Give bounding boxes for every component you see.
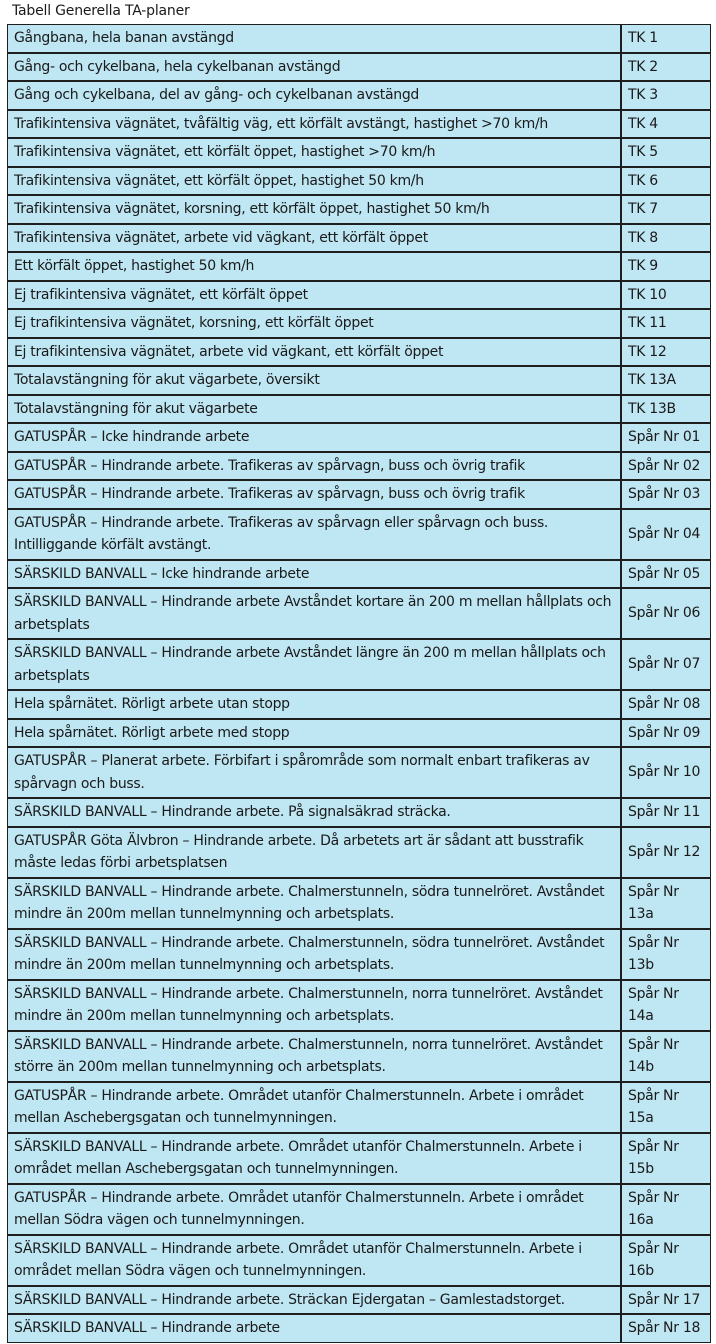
plan-code: Spår Nr 14b	[621, 1031, 711, 1082]
table-row	[7, 167, 711, 196]
table-row	[7, 309, 711, 338]
table-row	[7, 980, 711, 1031]
table-row	[7, 452, 711, 481]
table-row	[7, 588, 711, 639]
plan-description: SÄRSKILD BANVALL – Hindrande arbete. Chalmerstunneln, södra tunnelröret. Avståndet mindre än 200m mellan tunnelmynning och arbetsplats.	[7, 878, 621, 929]
table-row	[7, 827, 711, 878]
plan-code: Spår Nr 13a	[621, 878, 711, 929]
plan-code: TK 1	[621, 24, 711, 53]
plan-code: Spår Nr 16a	[621, 1184, 711, 1235]
plan-code: Spår Nr 02	[621, 452, 711, 481]
plan-description: GATUSPÅR – Hindrande arbete. Trafikeras av spårvagn, buss och övrig trafik	[7, 452, 621, 481]
table-row	[7, 1235, 711, 1286]
table-row	[7, 798, 711, 827]
plan-description: Trafikintensiva vägnätet, tvåfältig väg, ett körfält avstängt, hastighet >70 km/h	[7, 110, 621, 139]
plan-code: TK 7	[621, 195, 711, 224]
plan-description: SÄRSKILD BANVALL – Hindrande arbete	[7, 1314, 621, 1343]
plan-code: Spår Nr 06	[621, 588, 711, 639]
plan-code: TK 10	[621, 281, 711, 310]
table-row	[7, 509, 711, 560]
plan-code: Spår Nr 03	[621, 480, 711, 509]
ta-plans-table	[6, 23, 712, 1344]
table-row	[7, 878, 711, 929]
plan-code: Spår Nr 12	[621, 827, 711, 878]
plan-description: GATUSPÅR – Planerat arbete. Förbifart i spårområde som normalt enbart trafikeras av spårvagn och buss.	[7, 747, 621, 798]
table-body	[7, 24, 711, 1343]
plan-description: SÄRSKILD BANVALL – Hindrande arbete. På signalsäkrad sträcka.	[7, 798, 621, 827]
plan-code: TK 5	[621, 138, 711, 167]
plan-code: TK 11	[621, 309, 711, 338]
plan-description: SÄRSKILD BANVALL – Hindrande arbete Avståndet längre än 200 m mellan hållplats och arbetsplats	[7, 639, 621, 690]
table-row	[7, 1082, 711, 1133]
plan-code: TK 4	[621, 110, 711, 139]
plan-description: SÄRSKILD BANVALL – Hindrande arbete. Chalmerstunneln, södra tunnelröret. Avståndet mindre än 200m mellan tunnelmynning och arbetsplats.	[7, 929, 621, 980]
plan-code: Spår Nr 01	[621, 423, 711, 452]
plan-description: GATUSPÅR – Icke hindrande arbete	[7, 423, 621, 452]
plan-code: TK 8	[621, 224, 711, 253]
table-row	[7, 747, 711, 798]
table-row	[7, 53, 711, 82]
plan-description: Trafikintensiva vägnätet, ett körfält öppet, hastighet >70 km/h	[7, 138, 621, 167]
plan-code: Spår Nr 13b	[621, 929, 711, 980]
table-row	[7, 1031, 711, 1082]
table-row	[7, 480, 711, 509]
plan-code: TK 6	[621, 167, 711, 196]
plan-description: Gång- och cykelbana, hela cykelbanan avstängd	[7, 53, 621, 82]
plan-description: Gång och cykelbana, del av gång- och cykelbanan avstängd	[7, 81, 621, 110]
plan-description: SÄRSKILD BANVALL – Hindrande arbete. Området utanför Chalmerstunneln. Arbete i området mellan Aschebergsgatan och tunnelmynningen.	[7, 1133, 621, 1184]
plan-description: Ej trafikintensiva vägnätet, ett körfält öppet	[7, 281, 621, 310]
plan-description: SÄRSKILD BANVALL – Hindrande arbete Avståndet kortare än 200 m mellan hållplats och arbetsplats	[7, 588, 621, 639]
table-row	[7, 366, 711, 395]
plan-description: Trafikintensiva vägnätet, ett körfält öppet, hastighet 50 km/h	[7, 167, 621, 196]
table-row	[7, 138, 711, 167]
plan-description: Hela spårnätet. Rörligt arbete med stopp	[7, 719, 621, 748]
plan-description: Ej trafikintensiva vägnätet, arbete vid vägkant, ett körfält öppet	[7, 338, 621, 367]
plan-description: GATUSPÅR – Hindrande arbete. Trafikeras av spårvagn eller spårvagn och buss. Intilliggande körfält avstängt.	[7, 509, 621, 560]
plan-description: GATUSPÅR Göta Älvbron – Hindrande arbete. Då arbetets art är sådant att busstrafik måste ledas förbi arbetsplatsen	[7, 827, 621, 878]
plan-code: Spår Nr 16b	[621, 1235, 711, 1286]
table-row	[7, 1314, 711, 1343]
plan-description: SÄRSKILD BANVALL – Hindrande arbete. Chalmerstunneln, norra tunnelröret. Avståndet mindre än 200m mellan tunnelmynning och arbetsplats.	[7, 980, 621, 1031]
plan-description: Totalavstängning för akut vägarbete, översikt	[7, 366, 621, 395]
plan-description: Ett körfält öppet, hastighet 50 km/h	[7, 252, 621, 281]
plan-code: Spår Nr 11	[621, 798, 711, 827]
table-row	[7, 560, 711, 589]
table-row	[7, 110, 711, 139]
table-row	[7, 1133, 711, 1184]
plan-code: Spår Nr 17	[621, 1286, 711, 1315]
table-row	[7, 395, 711, 424]
plan-code: Spår Nr 15b	[621, 1133, 711, 1184]
table-row	[7, 338, 711, 367]
plan-description: Trafikintensiva vägnätet, arbete vid vägkant, ett körfält öppet	[7, 224, 621, 253]
plan-code: Spår Nr 09	[621, 719, 711, 748]
plan-description: Gångbana, hela banan avstängd	[7, 24, 621, 53]
table-caption: Tabell Generella TA-planer	[12, 3, 190, 19]
plan-code: Spår Nr 14a	[621, 980, 711, 1031]
plan-description: SÄRSKILD BANVALL – Hindrande arbete. Chalmerstunneln, norra tunnelröret. Avståndet större än 200m mellan tunnelmynning och arbetsplats.	[7, 1031, 621, 1082]
table-row	[7, 929, 711, 980]
plan-code: Spår Nr 08	[621, 690, 711, 719]
table-row	[7, 81, 711, 110]
plan-code: TK 9	[621, 252, 711, 281]
plan-description: GATUSPÅR – Hindrande arbete. Trafikeras av spårvagn, buss och övrig trafik	[7, 480, 621, 509]
table-row	[7, 252, 711, 281]
plan-description: GATUSPÅR – Hindrande arbete. Området utanför Chalmerstunneln. Arbete i området mellan Södra vägen och tunnelmynningen.	[7, 1184, 621, 1235]
plan-code: TK 2	[621, 53, 711, 82]
table-row	[7, 719, 711, 748]
plan-code: TK 3	[621, 81, 711, 110]
plan-code: Spår Nr 10	[621, 747, 711, 798]
plan-description: SÄRSKILD BANVALL – Icke hindrande arbete	[7, 560, 621, 589]
table-row	[7, 195, 711, 224]
plan-description: Totalavstängning för akut vägarbete	[7, 395, 621, 424]
table-row	[7, 1184, 711, 1235]
table-row	[7, 224, 711, 253]
plan-code: Spår Nr 05	[621, 560, 711, 589]
table-row	[7, 423, 711, 452]
table-row	[7, 24, 711, 53]
table-row	[7, 639, 711, 690]
plan-code: Spår Nr 04	[621, 509, 711, 560]
table-row	[7, 281, 711, 310]
plan-code: Spår Nr 18	[621, 1314, 711, 1343]
plan-description: Ej trafikintensiva vägnätet, korsning, ett körfält öppet	[7, 309, 621, 338]
plan-code: TK 13B	[621, 395, 711, 424]
plan-description: SÄRSKILD BANVALL – Hindrande arbete. Sträckan Ejdergatan – Gamlestadstorget.	[7, 1286, 621, 1315]
plan-description: Hela spårnätet. Rörligt arbete utan stopp	[7, 690, 621, 719]
plan-description: GATUSPÅR – Hindrande arbete. Området utanför Chalmerstunneln. Arbete i området mellan Aschebergsgatan och tunnelmynningen.	[7, 1082, 621, 1133]
table-row	[7, 690, 711, 719]
plan-description: Trafikintensiva vägnätet, korsning, ett körfält öppet, hastighet 50 km/h	[7, 195, 621, 224]
plan-code: TK 12	[621, 338, 711, 367]
plan-code: TK 13A	[621, 366, 711, 395]
plan-code: Spår Nr 15a	[621, 1082, 711, 1133]
plan-description: SÄRSKILD BANVALL – Hindrande arbete. Området utanför Chalmerstunneln. Arbete i området mellan Södra vägen och tunnelmynningen.	[7, 1235, 621, 1286]
plan-code: Spår Nr 07	[621, 639, 711, 690]
